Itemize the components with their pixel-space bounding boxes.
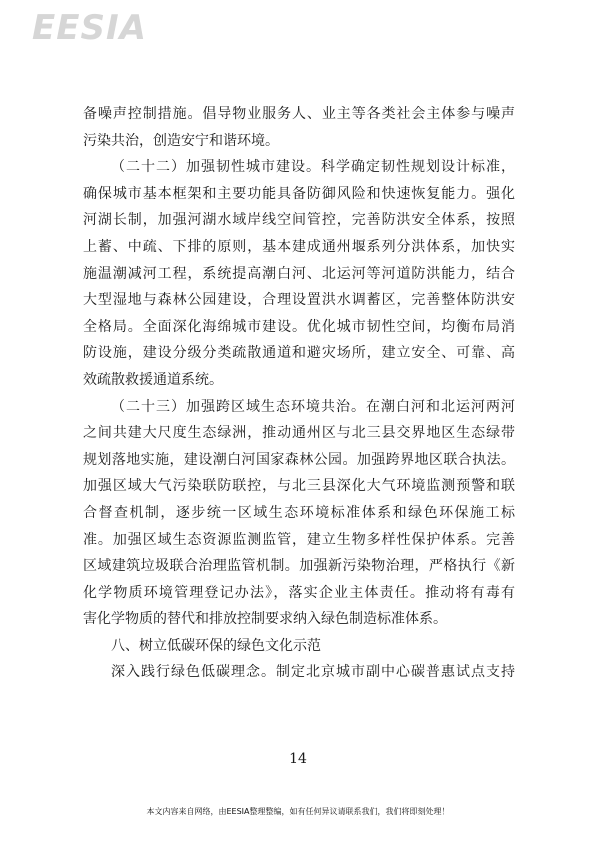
text-line: 规划落地实施，建设潮白河国家森林公园。加强跨界地区联合执法。 [83, 451, 515, 468]
eesia-logo: EESIA [32, 8, 147, 48]
text-line: 备噪声控制措施。倡导物业服务人、业主等各类社会主体参与噪声 [83, 106, 515, 122]
footer-disclaimer: 本文内容来自网络，由EESIA整理整编，如有任何异议请联系我们，我们将即刻处理！ [146, 807, 450, 816]
text-line: 大型湿地与森林公园建设，合理设置洪水调蓄区，完善整体防洪安 [83, 292, 515, 309]
text-line: 准。加强区域生态资源监测监管，建立生物多样性保护体系。完善 [83, 531, 515, 548]
text-line: 害化学物质的替代和排放控制要求纳入绿色制造标准体系。 [83, 611, 447, 628]
page-number: 14 [289, 751, 307, 767]
text-line: 化学物质环境管理登记办法》，落实企业主体责任。推动将有毒有 [83, 584, 515, 601]
text-line: 确保城市基本框架和主要功能具备防御风险和快速恢复能力。强化 [83, 185, 515, 202]
text-line: 全格局。全面深化海绵城市建设。优化城市韧性空间，均衡布局消 [83, 318, 515, 335]
section-heading: 八、树立低碳环保的绿色文化示范 [111, 637, 321, 654]
text-line: 效疏散救援通道系统。 [83, 371, 223, 388]
text-line: 河湖长制，加强河湖水域岸线空间管控，完善防洪安全体系，按照 [83, 212, 515, 229]
text-line: 区域建筑垃圾联合治理监管机制。加强新污染物治理，严格执行《新 [83, 558, 515, 575]
text-line: 加强区域大气污染联防联控，与北三县深化大气环境监测预警和联 [83, 478, 515, 495]
text-line: （二十三）加强跨区域生态环境共治。在潮白河和北运河两河 [111, 398, 515, 415]
text-line: 污染共治，创造安宁和谐环境。 [83, 132, 279, 149]
text-line: 防设施，建设分级分类疏散通道和避灾场所，建立安全、可靠、高 [83, 345, 515, 362]
text-line: 深入践行绿色低碳理念。制定北京城市副中心碳普惠试点支持 [111, 664, 515, 681]
text-line: 施温潮减河工程，系统提高潮白河、北运河等河道防洪能力，结合 [83, 265, 515, 282]
text-line: 上蓄、中疏、下排的原则，基本建成通州堰系列分洪体系，加快实 [83, 238, 515, 255]
text-line: 合督查机制，逐步统一区域生态环境标准体系和绿色环保施工标 [83, 504, 515, 521]
text-line: 之间共建大尺度生态绿洲，推动通州区与北三县交界地区生态绿带 [83, 425, 515, 442]
document-body [83, 101, 515, 686]
text-line: （二十二）加强韧性城市建设。科学确定韧性规划设计标准， [111, 159, 515, 176]
